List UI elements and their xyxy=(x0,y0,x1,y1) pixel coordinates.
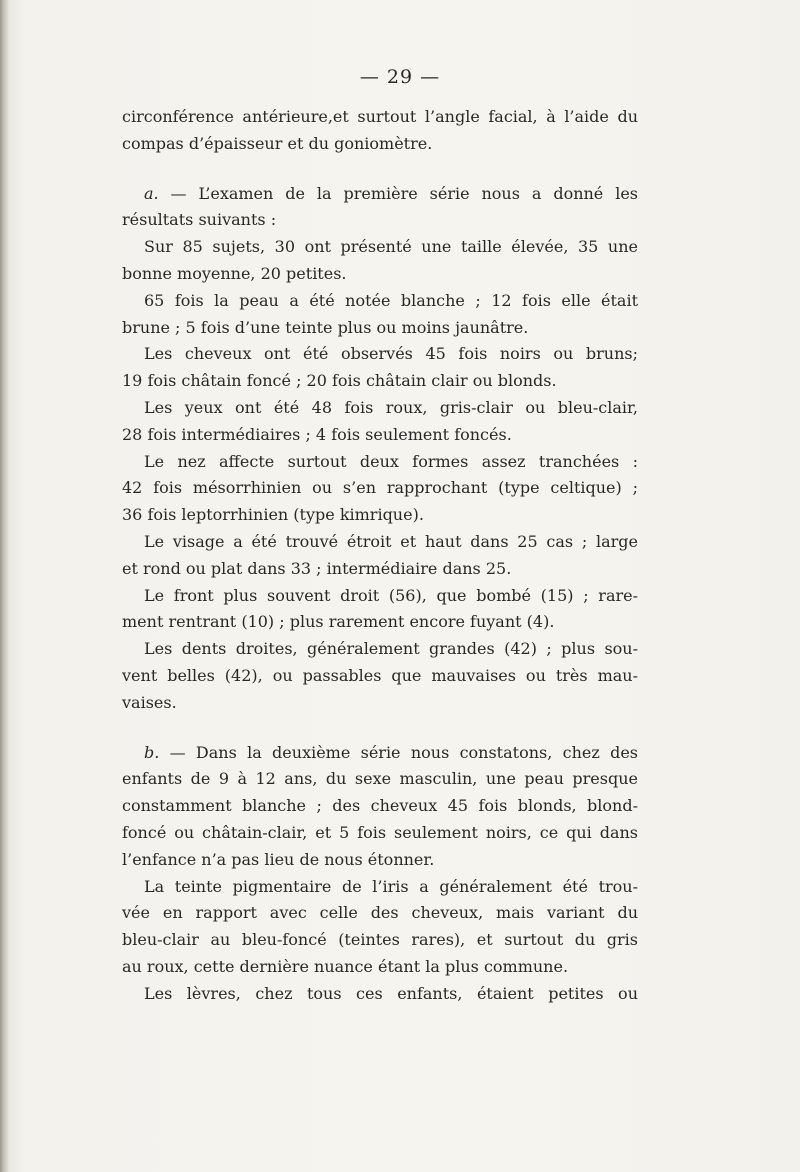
text-line: au roux, cette dernière nuance étant la plus commune. xyxy=(122,956,569,976)
text-line: Les yeux ont été 48 fois roux, gris-clair ou bleu-clair, xyxy=(144,397,638,417)
text-line: bonne moyenne, 20 petites. xyxy=(122,263,347,283)
text-line: vée en rapport avec celle des cheveux, mais variant du xyxy=(122,903,638,923)
text-line: Les dents droites, généralement grandes (42) ; plus sou- xyxy=(144,639,638,659)
section-marker-b: b. xyxy=(144,742,160,762)
text-line: Sur 85 sujets, 30 ont présenté une taille élevée, 35 une xyxy=(144,237,638,257)
text-line: 19 fois châtain foncé ; 20 fois châtain clair ou blonds. xyxy=(122,371,557,391)
text-line: circonférence antérieure,et surtout l’angle facial, à l’aide du xyxy=(122,107,638,126)
paragraph-gap xyxy=(122,158,638,181)
text-line: brune ; 5 fois d’une teinte plus ou moins jaunâtre. xyxy=(122,317,529,337)
text-line: résultats suivants : xyxy=(122,210,277,230)
text-line: ment rentrant (10) ; plus rarement encore fuyant (4). xyxy=(122,612,555,632)
text-line: La teinte pigmentaire de l’iris a généralement été trou- xyxy=(144,876,638,896)
text-line: Le nez affecte surtout deux formes assez tranchées : xyxy=(144,451,638,471)
text-line: Le front plus souvent droit (56), que bombé (15) ; rare- xyxy=(144,585,638,605)
text-line: bleu-clair au bleu-foncé (teintes rares), et surtout du gris xyxy=(122,930,638,950)
text-line: 42 fois mésorrhinien ou s’en rapprochant (type celtique) ; xyxy=(122,478,638,498)
text-line xyxy=(122,740,638,767)
text-line: 36 fois leptorrhinien (type kimrique). xyxy=(122,505,424,525)
body-text xyxy=(122,104,638,1008)
text-line: l’enfance n’a pas lieu de nous étonner. xyxy=(122,849,435,869)
text-line: Les lèvres, chez tous ces enfants, étaient petites ou xyxy=(144,983,638,1003)
text-line: Le visage a été trouvé étroit et haut dans 25 cas ; large xyxy=(144,531,638,551)
text-line: foncé ou châtain-clair, et 5 fois seulement noirs, ce qui dans xyxy=(122,822,638,842)
section-marker-a: a. xyxy=(144,183,159,203)
text-line: 28 fois intermédiaires ; 4 fois seulement foncés. xyxy=(122,424,512,444)
text-fragment: — Dans la deuxième série nous constatons, chez des xyxy=(159,742,638,762)
text-line: vent belles (42), ou passables que mauvaises ou très mau- xyxy=(122,665,638,685)
binding-shadow xyxy=(0,0,9,1172)
text-line: vaises. xyxy=(122,692,177,712)
text-line: 65 fois la peau a été notée blanche ; 12 fois elle était xyxy=(144,290,638,310)
text-line: et rond ou plat dans 33 ; intermédiaire dans 25. xyxy=(122,558,512,578)
text-line: Les cheveux ont été observés 45 fois noirs ou bruns; xyxy=(144,344,638,364)
page-number: — 29 — xyxy=(359,66,441,88)
text-line xyxy=(122,181,638,208)
text-line: compas d’épaisseur et du goniomètre. xyxy=(122,133,433,153)
text-line: enfants de 9 à 12 ans, du sexe masculin, une peau presque xyxy=(122,769,638,789)
text-fragment: — L’examen de la première série nous a donné les xyxy=(158,183,638,203)
text-line: constamment blanche ; des cheveux 45 fois blonds, blond- xyxy=(122,796,638,816)
paragraph-gap xyxy=(122,717,638,740)
